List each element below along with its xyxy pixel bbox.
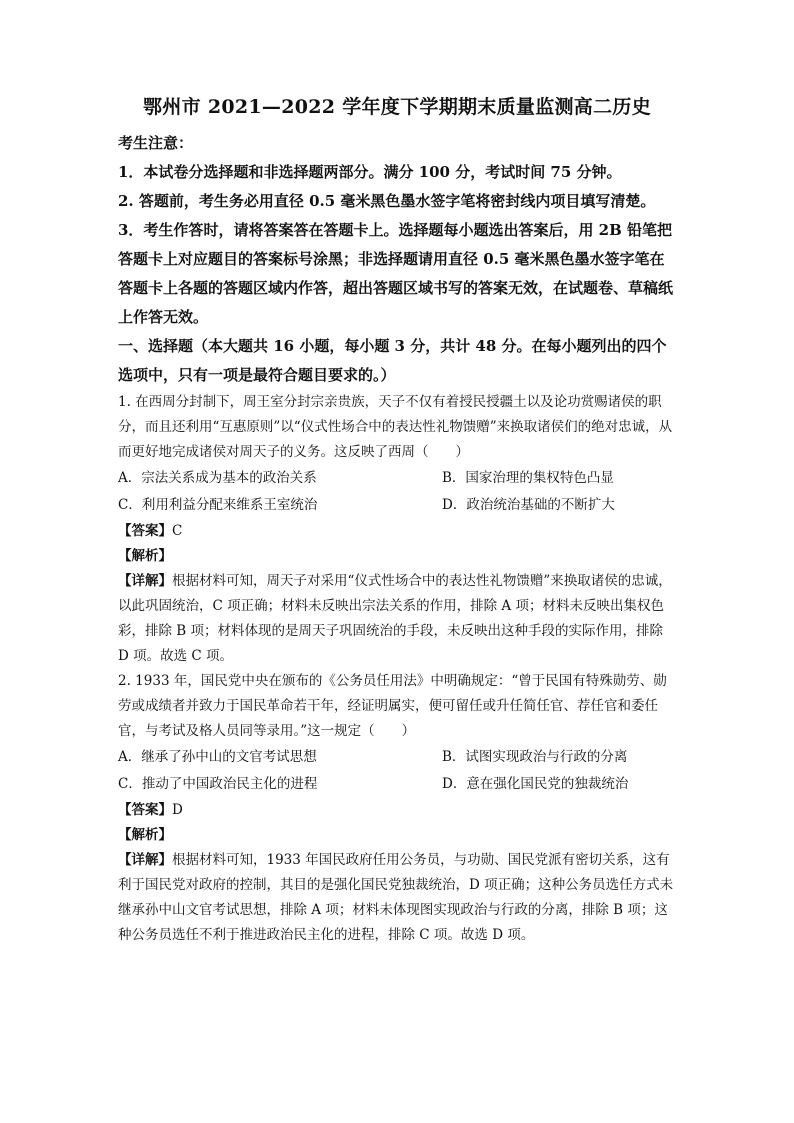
- analysis-label: 【解析】: [118, 827, 172, 843]
- option-b: B．试图实现政治与行政的分离: [442, 749, 628, 765]
- answer-label: 【答案】: [118, 802, 172, 818]
- answer-label: 【答案】: [118, 523, 172, 539]
- question-2: [118, 669, 676, 948]
- options-grid: [118, 744, 676, 798]
- detail-line: [118, 848, 676, 948]
- option-c: C．推动了中国政治民主化的进程: [118, 776, 318, 792]
- notice-item: 1．本试卷分选择题和非选择题两部分。满分 100 分，考试时间 75 分钟。: [118, 163, 622, 181]
- detail-label: 【详解】: [118, 573, 172, 589]
- answer-line: [118, 798, 676, 823]
- section-heading: 一、选择题（本大题共 16 小题，每小题 3 分，共计 48 分。在每小题列出的四个选项中，只有一项是最符合题目要求的。）: [118, 337, 667, 384]
- option-a: A．宗法关系成为基本的政治关系: [118, 470, 317, 486]
- option-b: B．国家治理的集权特色凸显: [442, 470, 614, 486]
- detail-text: 根据材料可知，1933 年国民政府任用公务员，与功勋、国民党派有密切关系，这有利于国民党对政府的控制，其目的是强化国民党独裁统治，D 项正确；这种公务员选任方式未继承孙中山文官考试思想，排除 A 项；材料未体现图实现政治与行政的分离，排除 B 项；这种公务员选任不利于推进政治民主化的进程，排除 C 项。故选 D 项。: [118, 852, 674, 943]
- analysis-label: 【解析】: [118, 548, 172, 564]
- options-grid: [118, 465, 676, 519]
- answer-value: D: [172, 802, 183, 818]
- option-c: C．利用利益分配来维系王室统治: [118, 497, 318, 513]
- question-1: [118, 390, 676, 669]
- option-d: D．意在强化国民党的独裁统治: [442, 776, 629, 792]
- answer-line: [118, 519, 676, 544]
- detail-text: 根据材料可知，周天子对采用“仪式性场合中的表达性礼物馈赠”来换取诸侯的忠诚，以此巩固统治，C 项正确；材料未反映出宗法关系的作用，排除 A 项；材料未反映出集权色彩，排除 B 项；材料体现的是周天子巩固统治的手段，未反映出这种手段的实际作用，排除 D 项。故选 C 项。: [118, 573, 672, 664]
- page-title: 鄂州市 2021—2022 学年度下学期期末质量监测高二历史: [143, 96, 651, 118]
- detail-label: 【详解】: [118, 852, 172, 868]
- detail-line: [118, 569, 676, 669]
- option-d: D．政治统治基础的不断扩大: [442, 497, 615, 513]
- notice-heading: 考生注意：: [118, 134, 194, 152]
- answer-value: C: [172, 523, 183, 539]
- option-a: A．继承了孙中山的文官考试思想: [118, 749, 317, 765]
- notice-item: 2. 答题前，考生务必用直径 0.5 毫米黑色墨水签字笔将密封线内项目填写清楚。: [118, 192, 656, 210]
- notice-item: 3．考生作答时，请将答案答在答题卡上。选择题每小题选出答案后，用 2B 铅笔把答题卡上对应题目的答案标号涂黑；非选择题请用直径 0.5 毫米黑色墨水签字笔在答题卡上各题的答题区域内作答，超出答题区域书写的答案无效，在试题卷、草稿纸上作答无效。: [118, 221, 674, 326]
- question-stem: 1. 在西周分封制下，周王室分封宗亲贵族，天子不仅有着授民授疆土以及论功赏赐诸侯的职分，而且还利用“互惠原则”以“仪式性场合中的表达性礼物馈赠”来换取诸侯们的绝对忠诚，从而更好地完成诸侯对周天子的义务。这反映了西周（ ）: [118, 394, 673, 460]
- notice-block: [118, 129, 676, 332]
- question-stem: 2. 1933 年，国民党中央在颁布的《公务员任用法》中明确规定：“曾于民国有特殊勋劳、勋劳或成绩者并致力于国民革命若干年，经证明属实，便可留任或升任简任官、荐任官和委任官，与考试及格人员同等录用。”这一规定（ ）: [118, 673, 667, 739]
